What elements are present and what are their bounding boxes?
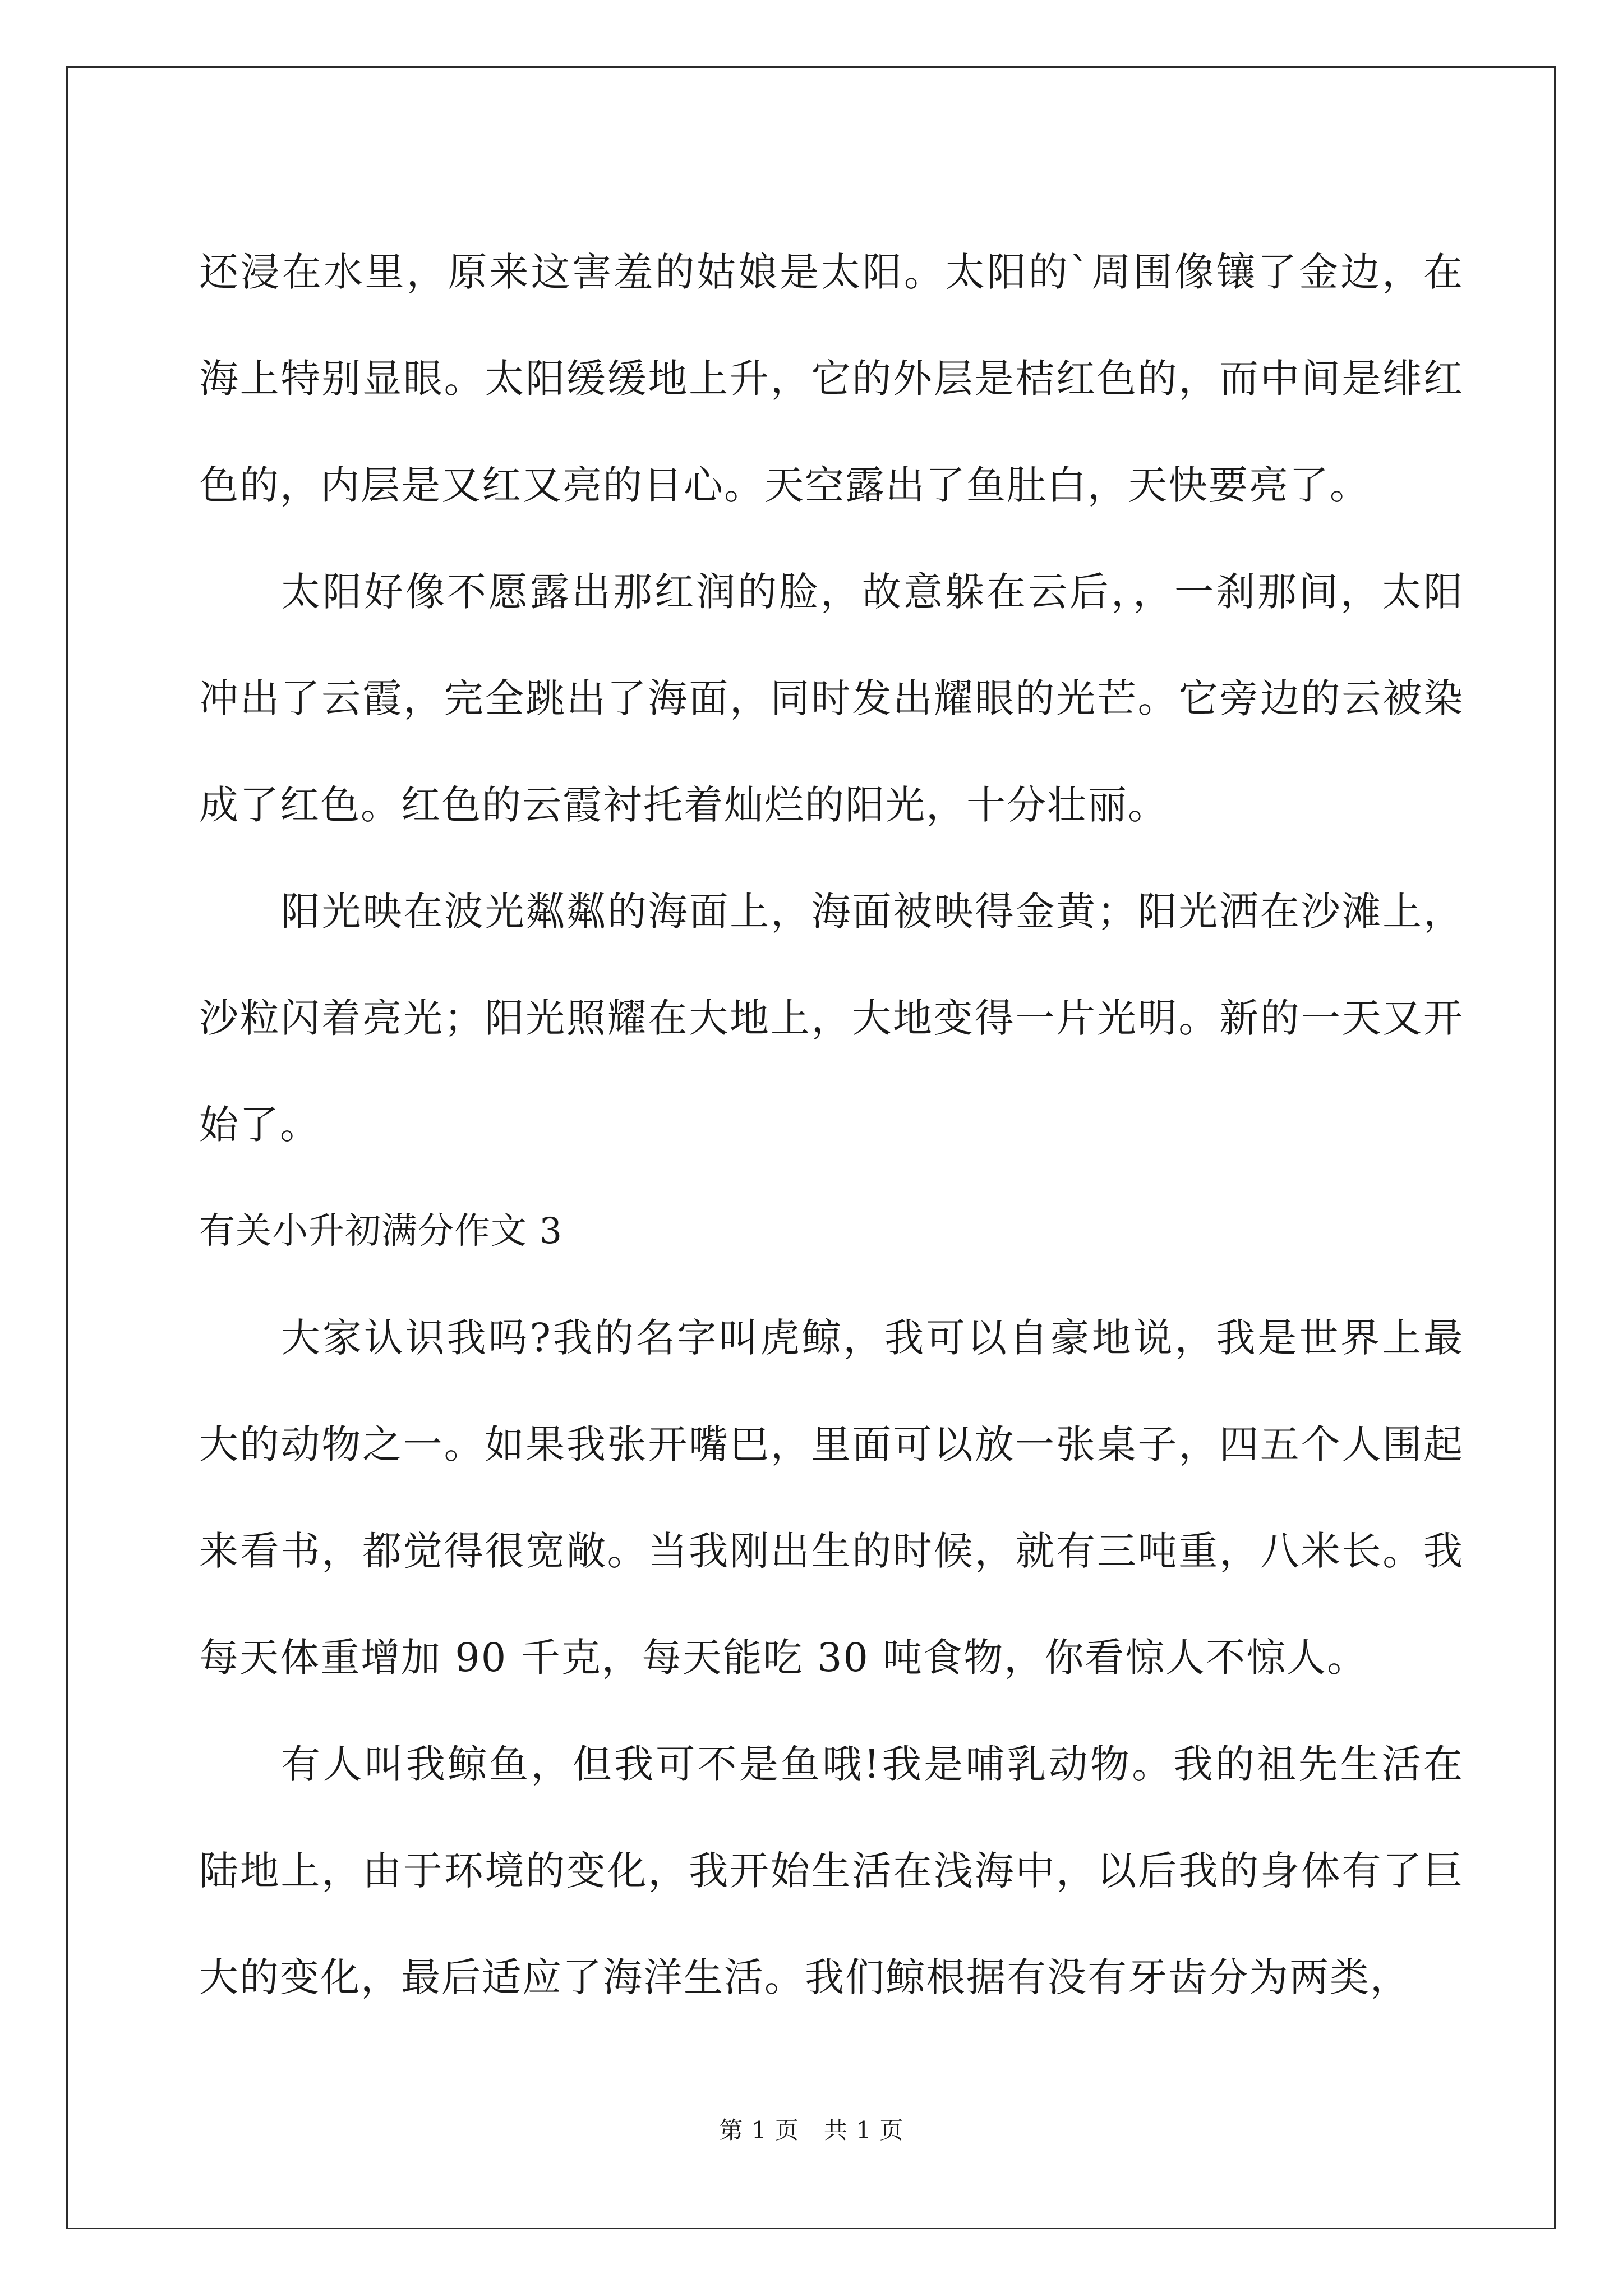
- paragraph-1: 还浸在水里，原来这害羞的姑娘是太阳。太阳的`周围像镶了金边，在海上特别显眼。太阳缓缓地上升，它的外层是桔红色的，而中间是绯红色的，内层是又红又亮的日心。天空露出了鱼肚白，天快要亮了。: [199, 249, 1464, 508]
- paragraph-5: 有人叫我鲸鱼，但我可不是鱼哦!我是哺乳动物。我的祖先生活在陆地上，由于环境的变化，我开始生活在浅海中，以后我的身体有了巨大的变化，最后适应了海洋生活。我们鲸根据有没有牙齿分为两类，: [199, 1741, 1464, 2000]
- paragraph-2: 太阳好像不愿露出那红润的脸，故意躲在云后，，一刹那间，太阳冲出了云霞，完全跳出了海面，同时发出耀眼的光芒。它旁边的云被染成了红色。红色的云霞衬托着灿烂的阳光，十分壮丽。: [199, 569, 1464, 828]
- section-heading: 有关小升初满分作文 3: [199, 1211, 563, 1252]
- page-total: 共 1 页: [824, 2116, 904, 2144]
- page-number: 第 1 页: [719, 2116, 799, 2144]
- paragraph-3: 阳光映在波光粼粼的海面上，海面被映得金黄；阳光洒在沙滩上，沙粒闪着亮光；阳光照耀在大地上，大地变得一片光明。新的一天又开始了。: [199, 889, 1464, 1148]
- document-body: [199, 219, 1464, 2031]
- paragraph-4: 大家认识我吗?我的名字叫虎鲸，我可以自豪地说，我是世界上最大的动物之一。如果我张开嘴巴，里面可以放一张桌子，四五个人围起来看书，都觉得很宽敞。当我刚出生的时候，就有三吨重，八米长。我每天体重增加 90 千克，每天能吃 30 吨食物，你看惊人不惊人。: [199, 1315, 1464, 1681]
- page-footer: [0, 2112, 1623, 2146]
